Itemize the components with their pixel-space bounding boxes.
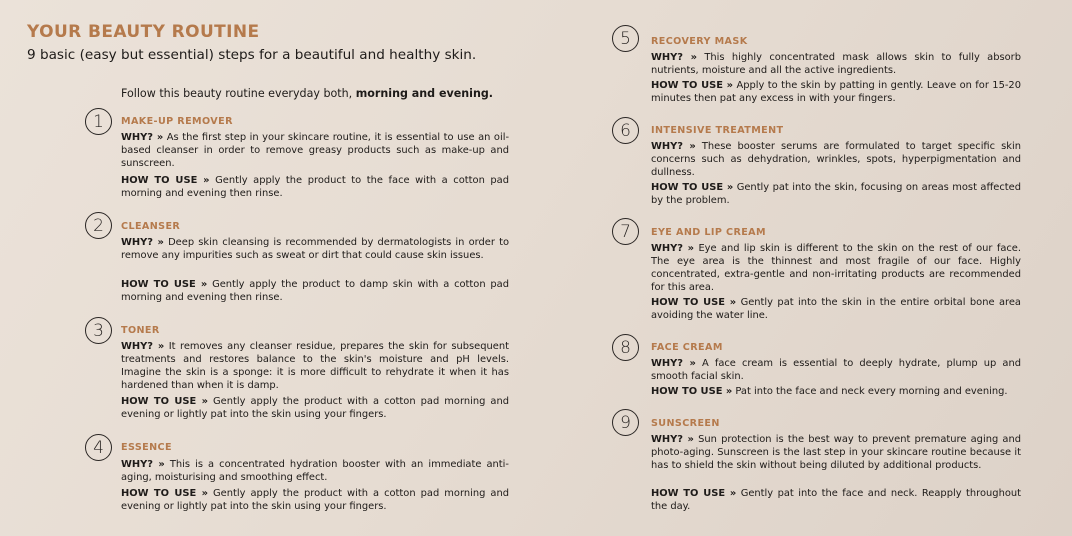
intro-bold: morning and evening. [355,87,493,100]
step-6-why [651,140,1021,179]
step-8-how-text: Pat into the face and neck every morning and evening. [735,386,1008,397]
page-title: YOUR BEAUTY ROUTINE [27,22,260,42]
step-9-title: SUNSCREEN [651,418,720,429]
step-6-how [651,181,1021,207]
step-7-how-text: Gently pat into the skin in the entire orbital bone area avoiding the water line. [651,297,1021,321]
step-9-why-text: Sun protection is the best way to prevent premature aging and photo-aging. Sunscreen is the last step in your skincare routine because it has to shield the skin without being diluted by additional products. [651,434,1021,471]
step-1-why [121,131,509,170]
step-4-how [121,487,509,513]
step-4-how-text: Gently apply the product with a cotton pad morning and evening or lightly pat into the skin using your fingers. [121,488,509,512]
step-7-why-text: Eye and lip skin is different to the skin on the rest of our face. The eye area is the thinnest and most fragile of our face. Highly concentrated, extra-gentle and non-irritating products are recommended for this area. [651,243,1022,293]
why-label: WHY? » [121,132,164,143]
how-label: HOW TO USE » [651,386,733,397]
step-7-how [651,296,1021,322]
step-3-why [121,340,509,392]
why-label: WHY? » [651,434,694,445]
intro-plain: Follow this beauty routine everyday both, [121,87,356,100]
step-5-title: RECOVERY MASK [651,36,748,47]
why-label: WHY? » [651,141,696,152]
step-7-why [651,242,1021,294]
why-label: WHY? » [651,358,696,369]
step-1-title: MAKE-UP REMOVER [121,116,233,127]
step-1-how-text: Gently apply the product to the face with a cotton pad morning and evening then rinse. [121,175,509,199]
step-3-title: TONER [121,325,160,336]
how-label: HOW TO USE » [121,488,208,499]
step-2-why-text: Deep skin cleansing is recommended by dermatologists in order to remove any impurities such as sweat or dirt that could cause skin issues. [121,237,510,261]
step-9-how-text: Gently pat into the face and neck. Reapply throughout the day. [651,488,1021,512]
step-6-how-text: Gently pat into the skin, focusing on areas most affected by the problem. [651,182,1021,206]
how-label: HOW TO USE » [651,182,734,193]
step-4-why [121,458,509,484]
step-2-why [121,236,509,262]
step-3-how-text: Gently apply the product with a cotton pad morning and evening or lightly pat into the skin using your fingers. [121,396,509,420]
step-3-why-text: It removes any cleanser residue, prepares the skin for subsequent treatments and restores balance to the skin's moisture and pH levels. Imagine the skin is a sponge: it is more difficult to rehydrate it when it has hardened than when it is damp. [121,341,509,391]
step-8-why [651,357,1021,383]
step-8-title: FACE CREAM [651,342,723,353]
why-label: WHY? » [651,52,698,63]
step-3-number: 3 [85,317,112,344]
step-6-why-text: These booster serums are formulated to target specific skin concerns such as dehydration, wrinkles, spots, hyperpigmentation and dullness. [651,141,1021,178]
step-5-why [651,51,1021,77]
step-6-title: INTENSIVE TREATMENT [651,125,784,136]
intro-text [121,87,493,100]
step-1-number: 1 [85,108,112,135]
how-label: HOW TO USE » [651,80,734,91]
step-5-how-text: Apply to the skin by patting in gently. Leave on for 15-20 minutes then pat any excess in with your fingers. [651,80,1021,104]
step-9-number: 9 [612,409,639,436]
step-7-title: EYE AND LIP CREAM [651,227,766,238]
step-2-title: CLEANSER [121,221,181,232]
step-8-number: 8 [612,334,639,361]
how-label: HOW TO USE » [651,488,737,499]
step-3-how [121,395,509,421]
step-8-how [651,385,1026,398]
step-1-how [121,174,509,200]
step-7-number: 7 [612,218,639,245]
why-label: WHY? » [121,341,165,352]
step-2-how-text: Gently apply the product to damp skin with a cotton pad morning and evening then rinse. [121,279,509,303]
how-label: HOW TO USE » [651,297,737,308]
step-6-number: 6 [612,117,639,144]
page-subtitle: 9 basic (easy but essential) steps for a beautiful and healthy skin. [27,47,477,63]
step-4-why-text: This is a concentrated hydration booster with an immediate anti-aging, moisturising and smoothing effect. [121,459,509,483]
step-5-number: 5 [612,25,639,52]
step-5-how [651,79,1021,105]
step-2-how [121,278,509,304]
step-9-why [651,433,1021,472]
why-label: WHY? » [121,237,164,248]
why-label: WHY? » [651,243,695,254]
why-label: WHY? » [121,459,165,470]
step-4-number: 4 [85,434,112,461]
how-label: HOW TO USE » [121,175,210,186]
step-1-why-text: As the first step in your skincare routine, it is essential to use an oil-based cleanser in order to remove greasy products such as make-up and sunscreen. [121,132,510,169]
how-label: HOW TO USE » [121,279,208,290]
step-2-number: 2 [85,212,112,239]
step-9-how [651,487,1021,513]
step-8-why-text: A face cream is essential to deeply hydrate, plump up and smooth facial skin. [651,358,1022,382]
step-5-why-text: This highly concentrated mask allows skin to fully absorb nutrients, moisture and all the active ingredients. [651,52,1021,76]
how-label: HOW TO USE » [121,396,208,407]
step-4-title: ESSENCE [121,442,172,453]
